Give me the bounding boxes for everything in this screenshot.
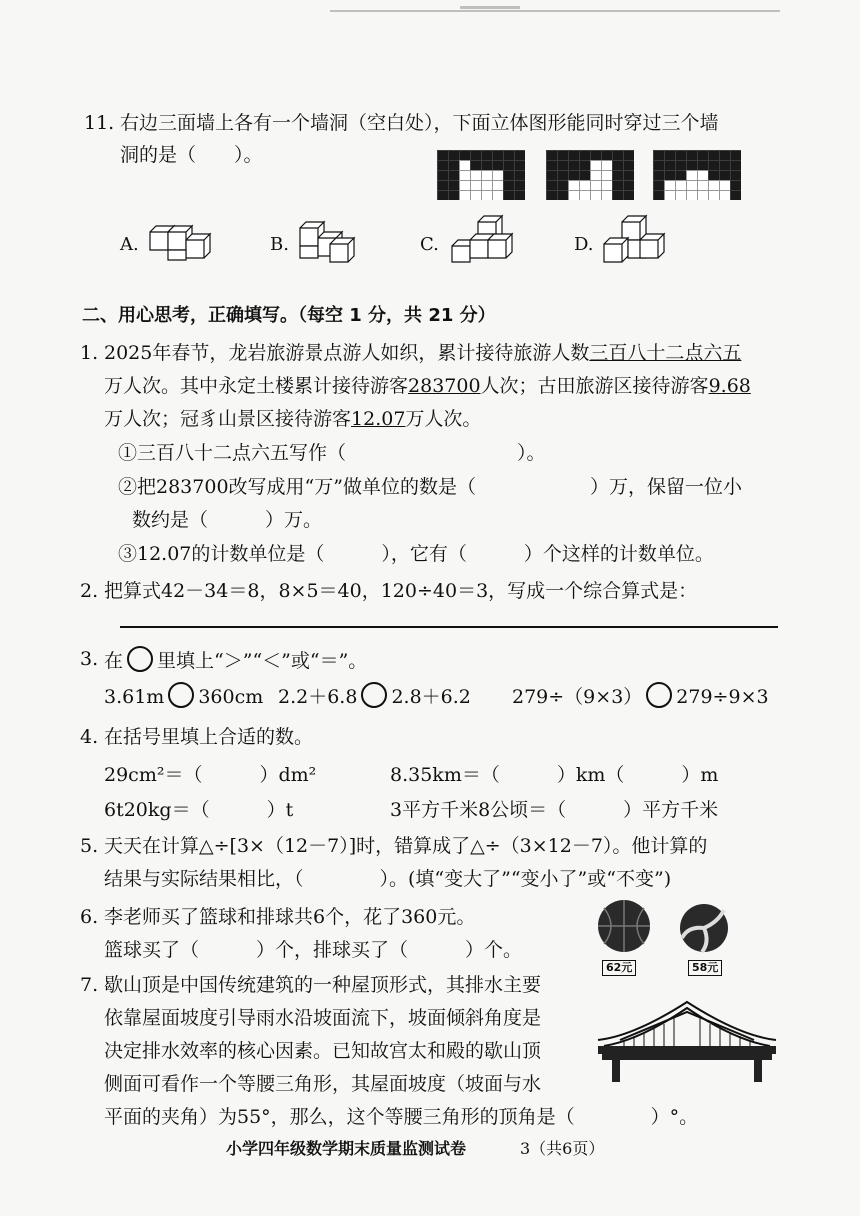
q7-line1: 歇山顶是中国传统建筑的一种屋顶形式，其排水主要 bbox=[104, 974, 542, 996]
q1-underlined-9-68: 9.68 bbox=[708, 375, 751, 397]
q11-option-d-cubes-icon bbox=[600, 212, 670, 266]
q3-compare-3 bbox=[512, 682, 769, 710]
q1-line2-text-a: 万人次。其中永定土楼累计接待游客 bbox=[104, 375, 409, 397]
q11-option-a-label: A. bbox=[120, 234, 139, 255]
q1-line3-text-b: 万人次。 bbox=[405, 408, 482, 430]
q7-number: 7. bbox=[80, 974, 99, 996]
q4-c: 6t20kg＝（ ）t bbox=[104, 799, 294, 821]
q2-answer-line[interactable] bbox=[120, 626, 778, 628]
q1-line2 bbox=[104, 373, 751, 399]
q7-line5: 平面的夹角）为55°，那么，这个等腰三角形的顶角是（ ）°。 bbox=[104, 1106, 699, 1128]
q11-option-a-cubes-icon bbox=[146, 216, 216, 262]
wall-2-image bbox=[546, 150, 634, 200]
q5-number: 5. bbox=[80, 835, 99, 857]
q7-line3: 决定排水效率的核心因素。已知故宫太和殿的歇山顶 bbox=[104, 1040, 542, 1062]
volleyball-price-tag: 58元 bbox=[688, 960, 722, 976]
q6-line2: 篮球买了（ ）个，排球买了（ ）个。 bbox=[104, 939, 523, 961]
volleyball-icon bbox=[676, 900, 736, 958]
q3-text-pre: 在 bbox=[104, 650, 124, 672]
q1-underlined-12-07: 12.07 bbox=[351, 408, 406, 430]
q11-option-b-cubes-icon bbox=[296, 214, 366, 264]
circle-icon bbox=[127, 646, 153, 672]
q1-sub1: ①三百八十二点六五写作（ ）。 bbox=[118, 442, 546, 464]
q5-line2: 结果与实际结果相比，（ ）。(填“变大了”“变小了”或“不变”) bbox=[104, 868, 672, 890]
q3-instruction bbox=[104, 646, 367, 674]
q11-option-c-cubes-icon bbox=[448, 212, 524, 266]
compare-circle-2[interactable] bbox=[361, 682, 387, 708]
q3-c3-right: 279÷9×3 bbox=[676, 686, 769, 708]
basketball-price-tag: 62元 bbox=[602, 960, 636, 976]
wall-3-image bbox=[653, 150, 741, 200]
q3-c1-right: 360cm bbox=[198, 686, 264, 708]
q3-c2-right: 2.8＋6.2 bbox=[391, 686, 471, 708]
q1-line3 bbox=[104, 406, 481, 432]
footer-page-number: 3（共6页） bbox=[520, 1139, 605, 1158]
q2-text: 把算式42－34＝8，8×5＝40，120÷40＝3，写成一个综合算式是： bbox=[104, 580, 698, 602]
q6-line1: 李老师买了篮球和排球共6个，花了360元。 bbox=[104, 906, 476, 928]
q3-c2-left: 2.2＋6.8 bbox=[278, 686, 358, 708]
q1-number: 1. bbox=[80, 342, 99, 364]
q1-sub2-continued: 数约是（ ）万。 bbox=[132, 509, 323, 531]
scan-artifact bbox=[460, 6, 520, 9]
q7-line2: 依靠屋面坡度引导雨水沿坡面流下，坡面倾斜角度是 bbox=[104, 1007, 542, 1029]
q11-text-line1: 右边三面墙上各有一个墙洞（空白处），下面立体图形能同时穿过三个墙 bbox=[120, 112, 719, 134]
q3-text-post: 里填上“＞”“＜”或“＝”。 bbox=[157, 650, 368, 672]
compare-circle-3[interactable] bbox=[646, 682, 672, 708]
q2-number: 2. bbox=[80, 580, 99, 602]
q1-line1 bbox=[104, 340, 741, 366]
xieshan-roof-image bbox=[594, 996, 780, 1086]
q1-line3-text-a: 万人次；冠豸山景区接待游客 bbox=[104, 408, 352, 430]
basketball-icon bbox=[592, 898, 660, 958]
q11-text-line2: 洞的是（ ）。 bbox=[120, 144, 263, 166]
q3-compare-2 bbox=[278, 682, 471, 710]
wall-1-image bbox=[437, 150, 525, 200]
q1-underlined-number-words: 三百八十二点六五 bbox=[589, 342, 742, 364]
q1-line2-text-b: 人次；古田旅游区接待游客 bbox=[480, 375, 709, 397]
q11-number: 11. bbox=[84, 112, 115, 134]
q4-text: 在括号里填上合适的数。 bbox=[104, 726, 314, 748]
q4-d: 3平方千米8公顷＝（ ）平方千米 bbox=[390, 799, 719, 821]
footer-title: 小学四年级数学期末质量监测试卷 bbox=[226, 1139, 467, 1158]
q4-number: 4. bbox=[80, 726, 99, 748]
section-2-title: 二、用心思考，正确填写。（每空 1 分，共 21 分） bbox=[82, 305, 496, 326]
compare-circle-1[interactable] bbox=[168, 682, 194, 708]
q3-c1-left: 3.61m bbox=[104, 686, 165, 708]
q6-number: 6. bbox=[80, 906, 99, 928]
q4-a: 29cm²＝（ ）dm² bbox=[104, 764, 317, 786]
q3-c3-left: 279÷（9×3） bbox=[512, 686, 643, 708]
q4-b: 8.35km＝（ ）km（ ）m bbox=[390, 764, 719, 786]
q3-compare-1 bbox=[104, 682, 263, 710]
q11-option-b-label: B. bbox=[270, 234, 289, 255]
q11-option-d-label: D. bbox=[574, 234, 594, 255]
q5-line1: 天天在计算△÷[3×（12－7）]时，错算成了△÷（3×12－7）。他计算的 bbox=[104, 835, 708, 857]
q7-line4: 侧面可看作一个等腰三角形，其屋面坡度（坡面与水 bbox=[104, 1073, 542, 1095]
q1-line1-text: 2025年春节，龙岩旅游景点游人如织，累计接待旅游人数 bbox=[104, 342, 590, 364]
q1-underlined-283700: 283700 bbox=[408, 375, 481, 397]
q1-sub3: ③12.07的计数单位是（ ），它有（ ）个这样的计数单位。 bbox=[118, 543, 714, 565]
q11-option-c-label: C. bbox=[420, 234, 439, 255]
q3-number: 3. bbox=[80, 648, 99, 670]
scan-artifact-line bbox=[330, 10, 780, 12]
q1-sub2: ②把283700改写成用“万”做单位的数是（ ）万，保留一位小 bbox=[118, 476, 742, 498]
